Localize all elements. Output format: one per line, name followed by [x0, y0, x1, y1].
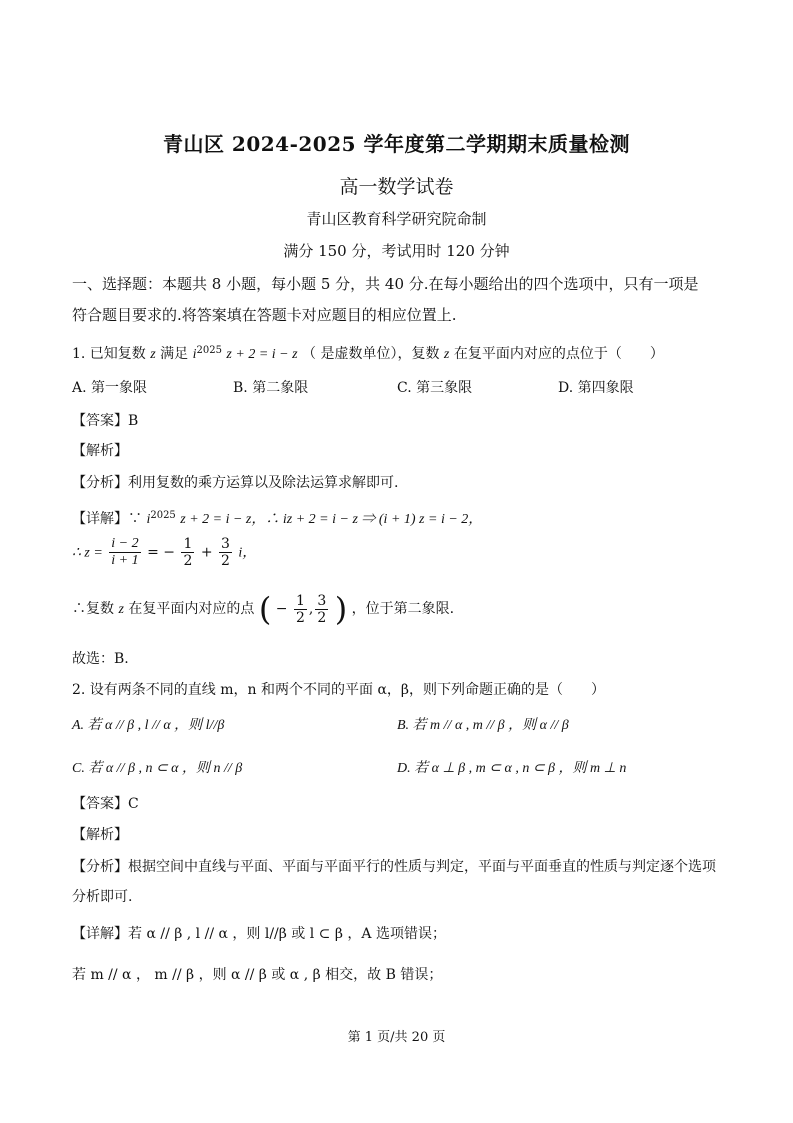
q2-xiangjie: 【详解】若 α // β , l // α ，则 l//β 或 l ⊂ β ，A 选项错误； — [72, 926, 446, 942]
q1-var-i: i — [146, 512, 151, 527]
section-heading-line1: 一、选择题：本题共 8 小题，每小题 5 分，共 40 分.在每小题给出的四个选项中，只有一项是 — [72, 275, 699, 293]
fraction-numerator: i − 2 — [111, 536, 139, 551]
q1-option-a: A. 第一象限 — [72, 380, 148, 396]
q1-option-b: B. 第二象限 — [233, 380, 309, 396]
q1-point-mid: 在复平面内对应的点 — [128, 601, 255, 617]
q1-stem-part: （ 是虚数单位），复数 — [302, 346, 440, 362]
fraction-denominator: i + 1 — [111, 553, 139, 568]
exam-meta: 满分 150 分，考试用时 120 分钟 — [283, 242, 510, 260]
q1-var-i: i — [192, 347, 197, 362]
q1-point-x — [294, 593, 307, 626]
q2-option-b: B. 若 m // α , m // β ，则 α // β — [397, 718, 569, 733]
fraction-denominator: 2 — [295, 609, 305, 626]
fraction-numerator: 3 — [221, 536, 230, 552]
exam-org: 青山区教育科学研究院命制 — [306, 210, 487, 228]
q1-choice: 故选：B. — [72, 651, 129, 667]
q1-option-d: D. 第四象限 — [558, 380, 634, 396]
q1-step1: z + 2 = i − z，∴ iz + 2 = i − z ⇒ (i + 1) z = i − 2， — [180, 512, 483, 527]
q1-xiangjie — [72, 508, 482, 528]
q1-stem-part: 满足 — [160, 346, 189, 362]
q1-fraction-2 — [181, 536, 194, 569]
page-footer: 第 1 页/共 20 页 — [347, 1030, 446, 1045]
q1-stem-part: 在复平面内对应的点位于（ ） — [453, 346, 664, 362]
q1-stem — [72, 343, 664, 363]
exam-title: 青山区 2024-2025 学年度第二学期期末质量检测 — [162, 132, 631, 156]
q1-equation: z + 2 = i − z — [226, 347, 298, 362]
fraction-numerator: 1 — [295, 592, 305, 609]
q1-point-y — [315, 593, 328, 626]
q1-plus: + — [200, 544, 213, 561]
q2-option-d: D. 若 α ⊥ β , m ⊂ α , n ⊂ β ，则 m ⊥ n — [397, 761, 627, 776]
q2-fenxi-line2: 分析即可. — [72, 889, 133, 905]
section-heading-line2: 符合题目要求的.将答案填在答题卡对应题目的相应位置上. — [72, 306, 457, 324]
fraction-numerator: 1 — [183, 536, 193, 552]
q1-exponent: 2025 — [196, 345, 222, 356]
q1-exponent: 2025 — [150, 510, 176, 521]
q1-fraction-3 — [219, 536, 232, 569]
q2-stem: 2. 设有两条不同的直线 m，n 和两个不同的平面 α，β，则下列命题正确的是（ ） — [72, 682, 605, 698]
q1-var-z: z — [118, 602, 124, 617]
q1-var-z: z — [150, 347, 156, 362]
fraction-denominator: 2 — [317, 609, 327, 626]
q1-analysis-tag: 【解析】 — [72, 443, 128, 459]
q1-option-c: C. 第三象限 — [397, 380, 473, 396]
q1-answer: 【答案】B — [72, 413, 139, 429]
exam-subtitle: 高一数学试卷 — [339, 176, 454, 198]
q1-fraction-1 — [109, 536, 140, 569]
q2-analysis-tag: 【解析】 — [72, 827, 128, 843]
q1-xiangjie-tag: 【详解】∵ — [72, 511, 142, 527]
fraction-denominator: 2 — [221, 553, 230, 569]
q1-point-line: ∴复数 z 在复平面内对应的点 ( − $\frac{1}{2}$ , $\frac{3}{2}$ ) ，位于第二象限. — [72, 590, 455, 628]
q1-point-prefix: ∴复数 — [72, 601, 114, 617]
q1-tail: i， — [238, 545, 257, 561]
q2-last-line: 若 m // α ， m // β ，则 α // β 或 α , β 相交，故 B 错误； — [72, 967, 443, 983]
q1-fenxi: 【分析】利用复数的乘方运算以及除法运算求解即可. — [72, 475, 399, 491]
q1-point-post: ，位于第二象限. — [351, 601, 455, 617]
fraction-denominator: 2 — [183, 553, 193, 569]
q2-fenxi-line1: 【分析】根据空间中直线与平面、平面与平面平行的性质与判定，平面与平面垂直的性质与判定逐个选项 — [72, 859, 716, 875]
fraction-numerator: 3 — [317, 592, 327, 609]
q1-step2 — [72, 536, 256, 569]
right-paren-icon: ) — [334, 590, 348, 628]
q2-option-a: A. 若 α // β , l // α ，则 l//β — [72, 718, 225, 733]
q1-step2-prefix: ∴ z = — [72, 545, 103, 561]
q2-option-c: C. 若 α // β , n ⊂ α ，则 n // β — [72, 761, 243, 776]
q1-var-z: z — [443, 347, 450, 362]
minus-sign: − — [275, 601, 288, 617]
q1-equals-minus: = − — [147, 544, 175, 561]
left-paren-icon: ( — [258, 590, 272, 628]
q2-answer: 【答案】C — [72, 796, 139, 812]
q1-stem-part: 1. 已知复数 — [72, 346, 146, 362]
